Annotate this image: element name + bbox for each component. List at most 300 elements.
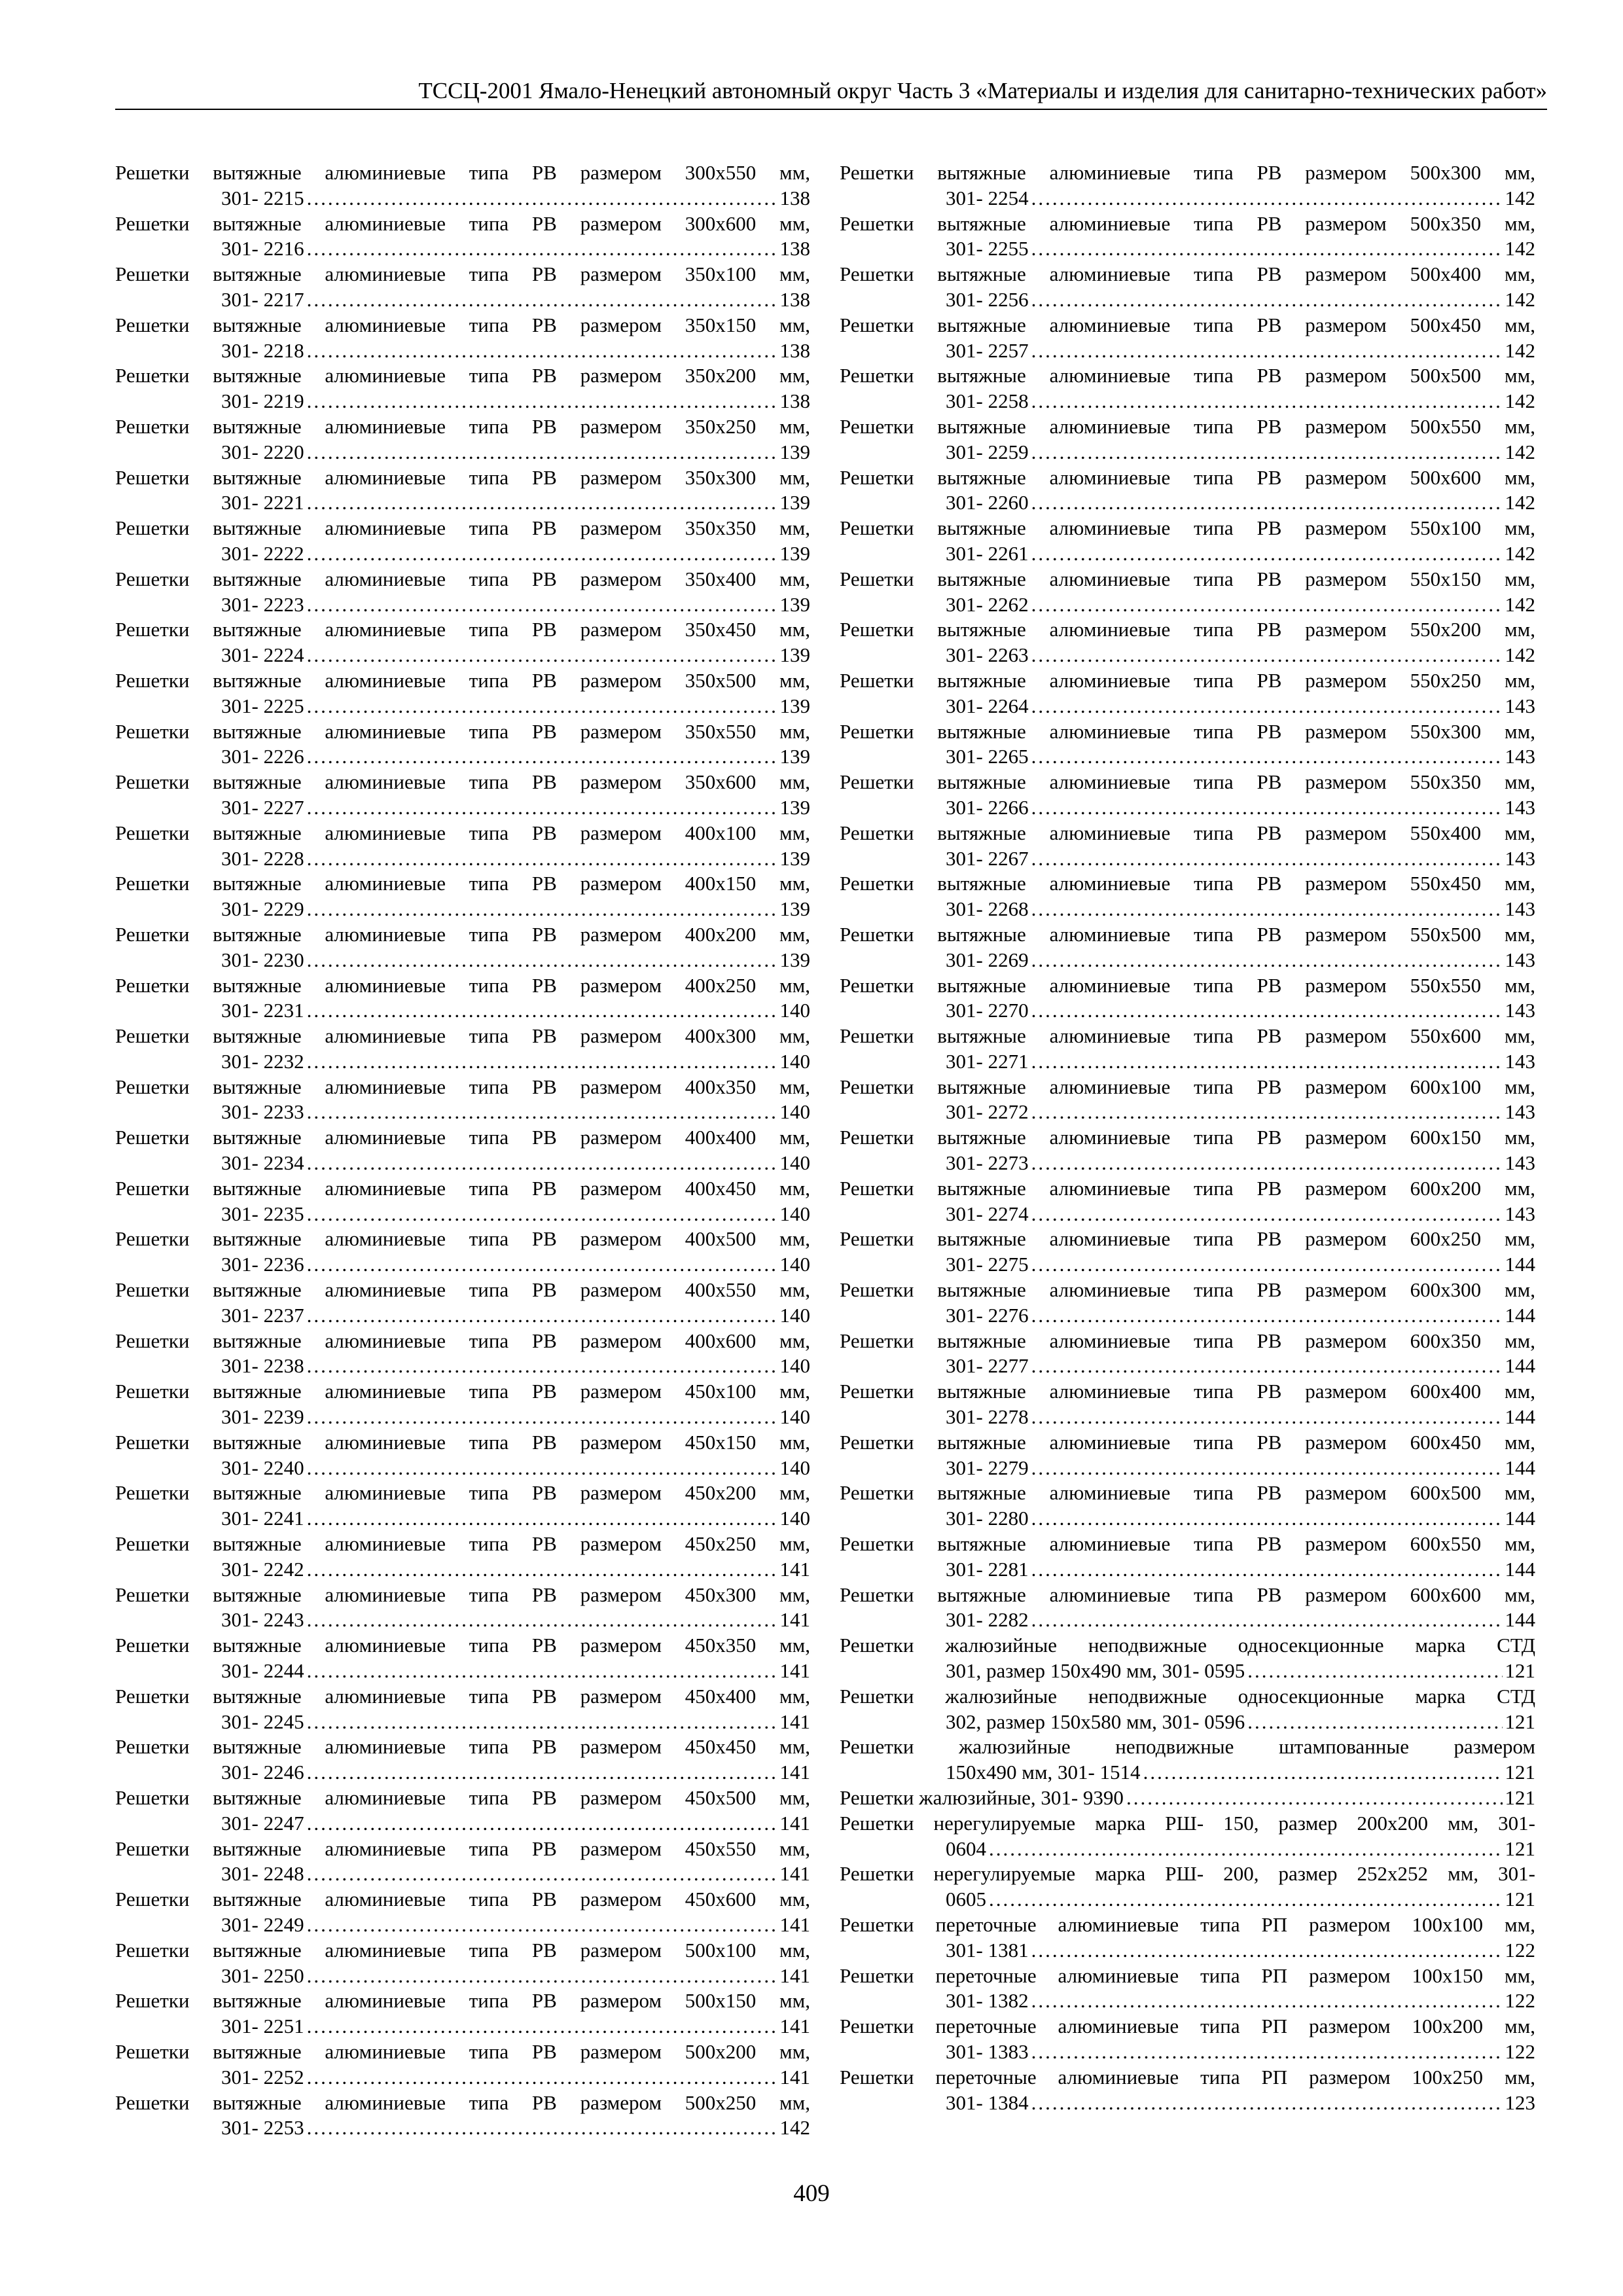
index-entry — [840, 1912, 1535, 1964]
index-entry — [115, 1176, 810, 1227]
entry-reference-line — [840, 1938, 1535, 1964]
index-entry — [840, 1734, 1535, 1785]
entry-title: Решетки вытяжные алюминиевые типа РВ размером 500x350 мм, — [840, 211, 1535, 235]
entry-code: 301- 2251 — [221, 2015, 304, 2038]
entry-title: Решетки вытяжные алюминиевые типа РВ размером 450x300 мм, — [115, 1583, 810, 1606]
entry-page-number: 138 — [779, 287, 810, 311]
entry-reference-line — [840, 1710, 1535, 1735]
entry-page-number: 143 — [1505, 897, 1535, 921]
entry-reference-line — [840, 186, 1535, 211]
index-column-left — [115, 160, 810, 2141]
entry-page-number: 142 — [1505, 592, 1535, 616]
index-entry — [840, 160, 1535, 211]
entry-page-number: 144 — [1505, 1405, 1535, 1429]
entry-title: Решетки вытяжные алюминиевые типа РВ размером 600x500 мм, — [840, 1481, 1535, 1505]
dot-leader — [1031, 2090, 1503, 2116]
entry-title: Решетки вытяжные алюминиевые типа РВ размером 500x200 мм, — [115, 2039, 810, 2063]
entry-code: 301- 2215 — [221, 186, 304, 209]
entry-code: 301, размер 150x490 мм, 301- 0595 — [946, 1659, 1245, 1683]
entry-title: Решетки вытяжные алюминиевые типа РВ размером 600x300 мм, — [840, 1278, 1535, 1302]
dot-leader — [1031, 186, 1503, 211]
entry-code: 301- 2279 — [946, 1456, 1029, 1479]
running-header: ТССЦ-2001 Ямало-Ненецкий автономный округ Часть 3 «Материалы и изделия для санитарно-технических работ» — [418, 78, 1547, 103]
index-entry — [115, 922, 810, 973]
entry-reference-line — [840, 1785, 1535, 1811]
entry-title: Решетки вытяжные алюминиевые типа РВ размером 300x550 мм, — [115, 161, 810, 184]
dot-leader — [1031, 541, 1503, 567]
entry-code: 301- 2264 — [946, 694, 1029, 717]
dot-leader — [307, 186, 777, 211]
dot-leader — [1031, 1303, 1503, 1329]
entry-page-number: 140 — [779, 1456, 810, 1479]
index-entry — [840, 567, 1535, 618]
index-entry — [840, 617, 1535, 668]
entry-code: 301- 2280 — [946, 1507, 1029, 1530]
index-entry — [840, 262, 1535, 313]
index-entry — [115, 363, 810, 414]
entry-title: Решетки вытяжные алюминиевые типа РВ размером 550x550 мм, — [840, 973, 1535, 997]
entry-page-number: 121 — [1505, 1761, 1535, 1784]
entry-page-number: 142 — [1505, 389, 1535, 413]
entry-page-number: 144 — [1505, 1557, 1535, 1581]
dot-leader — [307, 1710, 777, 1735]
dot-leader — [307, 998, 777, 1024]
entry-reference-line — [115, 1760, 810, 1785]
entry-code: 301- 2282 — [946, 1608, 1029, 1632]
index-entry — [840, 414, 1535, 465]
index-entry — [840, 1430, 1535, 1481]
entry-title: Решетки вытяжные алюминиевые типа РВ размером 550x400 мм, — [840, 821, 1535, 844]
dot-leader — [307, 1557, 777, 1583]
dot-leader — [307, 541, 777, 567]
entry-title: Решетки вытяжные алюминиевые типа РВ размером 300x600 мм, — [115, 211, 810, 235]
entry-reference-line — [115, 998, 810, 1024]
index-entry — [115, 313, 810, 364]
entry-code: 301- 2252 — [221, 2065, 304, 2089]
entry-page-number: 139 — [779, 694, 810, 717]
dot-leader — [307, 1964, 777, 1989]
entry-page-number: 142 — [1505, 287, 1535, 311]
entry-reference-line — [840, 1252, 1535, 1278]
entry-title: Решетки вытяжные алюминиевые типа РВ размером 350x300 мм, — [115, 465, 810, 489]
entry-reference-line — [115, 1861, 810, 1887]
index-entry — [840, 1964, 1535, 2015]
entry-title: Решетки жалюзийные неподвижные односекционные марка СТД — [840, 1634, 1535, 1657]
entry-page-number: 141 — [779, 1964, 810, 1987]
dot-leader — [307, 1607, 777, 1633]
dot-leader — [307, 1659, 777, 1684]
entry-code: 301- 1384 — [946, 2090, 1029, 2114]
entry-reference-line — [840, 1837, 1535, 1862]
entry-reference-line — [115, 1456, 810, 1481]
entry-reference-line — [115, 744, 810, 770]
dot-leader — [1031, 2039, 1503, 2065]
index-entry — [115, 211, 810, 262]
dot-leader — [1031, 948, 1503, 973]
entry-title: Решетки вытяжные алюминиевые типа РВ размером 350x600 мм, — [115, 770, 810, 794]
entry-code: 301- 2234 — [221, 1151, 304, 1175]
dot-leader — [1247, 1659, 1502, 1684]
entry-reference-line — [840, 592, 1535, 618]
entry-code: 301- 2237 — [221, 1303, 304, 1327]
index-entry — [115, 1480, 810, 1532]
entry-page-number: 141 — [779, 1608, 810, 1632]
entry-reference-line — [115, 1151, 810, 1176]
dot-leader — [1031, 1607, 1503, 1633]
entry-page-number: 139 — [779, 897, 810, 921]
entry-reference-line — [115, 1964, 810, 1989]
entry-reference-line — [115, 1252, 810, 1278]
entry-page-number: 141 — [779, 2015, 810, 2038]
entry-title: Решетки вытяжные алюминиевые типа РВ размером 350x250 мм, — [115, 414, 810, 438]
entry-title: Решетки вытяжные алюминиевые типа РВ размером 450x150 мм, — [115, 1430, 810, 1454]
entry-reference-line — [840, 643, 1535, 668]
entry-page-number: 139 — [779, 491, 810, 514]
entry-reference-line — [115, 490, 810, 516]
index-entry — [840, 719, 1535, 770]
dot-leader — [1031, 1405, 1503, 1430]
index-entry — [115, 1887, 810, 1938]
index-entry — [115, 2090, 810, 2142]
index-entry — [115, 973, 810, 1024]
entry-page-number: 143 — [1505, 1100, 1535, 1124]
entry-reference-line — [840, 541, 1535, 567]
entry-title: Решетки вытяжные алюминиевые типа РВ размером 400x450 мм, — [115, 1176, 810, 1200]
entry-code: 301- 2242 — [221, 1557, 304, 1581]
entry-page-number: 123 — [1505, 2090, 1535, 2114]
dot-leader — [1031, 744, 1503, 770]
dot-leader — [1031, 389, 1503, 414]
index-entry — [840, 1329, 1535, 1380]
entry-title: Решетки вытяжные алюминиевые типа РВ размером 400x150 мм, — [115, 872, 810, 895]
entry-page-number: 140 — [779, 1405, 810, 1429]
entry-reference-line — [115, 1607, 810, 1633]
entry-reference-line — [115, 948, 810, 973]
entry-reference-line — [115, 1557, 810, 1583]
index-entry — [840, 770, 1535, 821]
index-entry — [840, 1684, 1535, 1735]
index-entry — [115, 465, 810, 516]
entry-title: Решетки вытяжные алюминиевые типа РВ размером 550x450 мм, — [840, 872, 1535, 895]
index-entry — [840, 1811, 1535, 1862]
dot-leader — [307, 592, 777, 618]
entry-reference-line — [840, 998, 1535, 1024]
entry-reference-line — [840, 389, 1535, 414]
dot-leader — [1031, 846, 1503, 872]
index-entry — [115, 1379, 810, 1430]
entry-code: 301- 2217 — [221, 287, 304, 311]
entry-title: Решетки вытяжные алюминиевые типа РВ размером 450x550 мм, — [115, 1837, 810, 1860]
entry-page-number: 143 — [1505, 1049, 1535, 1073]
index-entry — [840, 1176, 1535, 1227]
entry-code: 301- 2281 — [946, 1557, 1029, 1581]
index-entry — [115, 516, 810, 567]
entry-code: 301- 2262 — [946, 592, 1029, 616]
entry-title: Решетки вытяжные алюминиевые типа РВ размером 600x400 мм, — [840, 1380, 1535, 1403]
entry-reference-line — [115, 846, 810, 872]
entry-reference-line — [115, 1303, 810, 1329]
page-number: 409 — [793, 2180, 830, 2207]
entry-code: 301- 2245 — [221, 1710, 304, 1733]
entry-page-number: 144 — [1505, 1303, 1535, 1327]
entry-title: Решетки вытяжные алюминиевые типа РВ размером 500x550 мм, — [840, 414, 1535, 438]
entry-code: 301- 2263 — [946, 643, 1029, 667]
entry-title: Решетки вытяжные алюминиевые типа РВ размером 350x550 мм, — [115, 719, 810, 743]
entry-title: Решетки вытяжные алюминиевые типа РВ размером 550x600 мм, — [840, 1024, 1535, 1048]
dot-leader — [307, 1049, 777, 1075]
index-entry — [840, 516, 1535, 567]
index-entry — [115, 414, 810, 465]
index-entry — [840, 1278, 1535, 1329]
entry-code: 0605 — [946, 1888, 986, 1911]
dot-leader — [307, 1202, 777, 1227]
index-entry — [115, 160, 810, 211]
entry-reference-line — [115, 287, 810, 313]
entry-reference-line — [840, 795, 1535, 821]
index-entry — [840, 1583, 1535, 1634]
entry-code: Решетки жалюзийные, 301- 9390 — [840, 1786, 1124, 1809]
entry-title: Решетки вытяжные алюминиевые типа РВ размером 450x350 мм, — [115, 1634, 810, 1657]
index-entry — [840, 211, 1535, 262]
entry-page-number: 140 — [779, 999, 810, 1022]
index-entry — [840, 871, 1535, 922]
entry-page-number: 139 — [779, 643, 810, 667]
dot-leader — [307, 846, 777, 872]
entry-page-number: 140 — [779, 1151, 810, 1175]
index-entry — [115, 567, 810, 618]
entry-title: Решетки вытяжные алюминиевые типа РВ размером 450x500 мм, — [115, 1786, 810, 1809]
dot-leader — [307, 1252, 777, 1278]
index-entry — [840, 363, 1535, 414]
dot-leader — [1031, 1100, 1503, 1125]
entry-title: Решетки вытяжные алюминиевые типа РВ размером 550x200 мм, — [840, 618, 1535, 641]
entry-code: 301- 2243 — [221, 1608, 304, 1632]
index-entry — [840, 2014, 1535, 2065]
entry-page-number: 140 — [779, 1049, 810, 1073]
entry-code: 150x490 мм, 301- 1514 — [946, 1761, 1141, 1784]
index-entry — [115, 719, 810, 770]
dot-leader — [307, 236, 777, 262]
entry-code: 301- 2275 — [946, 1253, 1029, 1276]
dot-leader — [307, 948, 777, 973]
index-entry — [115, 871, 810, 922]
entry-page-number: 141 — [779, 2065, 810, 2089]
entry-title: Решетки вытяжные алюминиевые типа РВ размером 550x250 мм, — [840, 668, 1535, 692]
entry-title: Решетки вытяжные алюминиевые типа РВ размером 600x200 мм, — [840, 1176, 1535, 1200]
entry-page-number: 139 — [779, 948, 810, 971]
index-entry — [115, 2039, 810, 2090]
dot-leader — [307, 643, 777, 668]
entry-page-number: 140 — [779, 1253, 810, 1276]
entry-title: Решетки вытяжные алюминиевые типа РВ размером 500x600 мм, — [840, 465, 1535, 489]
index-entry — [115, 1532, 810, 1583]
entry-reference-line — [115, 186, 810, 211]
dot-leader — [989, 1837, 1503, 1862]
dot-leader — [1126, 1785, 1503, 1811]
index-entry — [115, 1329, 810, 1380]
entry-reference-line — [115, 795, 810, 821]
entry-code: 301- 2269 — [946, 948, 1029, 971]
entry-code: 301- 1382 — [946, 1989, 1029, 2013]
entry-title: Решетки вытяжные алюминиевые типа РВ размером 600x600 мм, — [840, 1583, 1535, 1606]
entry-code: 301- 2241 — [221, 1507, 304, 1530]
entry-reference-line — [115, 1811, 810, 1837]
entry-page-number: 140 — [779, 1100, 810, 1124]
index-entry — [115, 1988, 810, 2039]
entry-page-number: 142 — [1505, 338, 1535, 362]
entry-code: 301- 2257 — [946, 338, 1029, 362]
entry-code: 301- 2254 — [946, 186, 1029, 209]
entry-page-number: 121 — [1505, 1837, 1535, 1860]
dot-leader — [1031, 592, 1503, 618]
dot-leader — [307, 440, 777, 465]
index-entry — [115, 1583, 810, 1634]
entry-title: Решетки вытяжные алюминиевые типа РВ размером 550x100 мм, — [840, 516, 1535, 540]
entry-title: Решетки вытяжные алюминиевые типа РВ размером 400x100 мм, — [115, 821, 810, 844]
entry-reference-line — [840, 1100, 1535, 1125]
dot-leader — [307, 1811, 777, 1837]
entry-code: 0604 — [946, 1837, 986, 1860]
entry-code: 301- 2227 — [221, 795, 304, 819]
index-entry — [840, 668, 1535, 719]
dot-leader — [307, 1151, 777, 1176]
entry-code: 301- 2278 — [946, 1405, 1029, 1429]
entry-page-number: 140 — [779, 1303, 810, 1327]
entry-page-number: 143 — [1505, 745, 1535, 768]
entry-code: 301- 2223 — [221, 592, 304, 616]
entry-reference-line — [840, 1202, 1535, 1227]
dot-leader — [989, 1887, 1503, 1912]
index-entry — [115, 617, 810, 668]
index-entry — [840, 1024, 1535, 1075]
entry-page-number: 141 — [779, 1912, 810, 1936]
index-entry — [840, 313, 1535, 364]
dot-leader — [1031, 1049, 1503, 1075]
entry-page-number: 140 — [779, 1354, 810, 1378]
entry-title: Решетки вытяжные алюминиевые типа РВ размером 400x200 мм, — [115, 922, 810, 946]
entry-title: Решетки жалюзийные неподвижные односекционные марка СТД — [840, 1684, 1535, 1708]
entry-page-number: 139 — [779, 592, 810, 616]
entry-code: 301- 2228 — [221, 846, 304, 870]
dot-leader — [1247, 1710, 1502, 1735]
entry-reference-line — [840, 744, 1535, 770]
entry-code: 301- 2218 — [221, 338, 304, 362]
entry-code: 301- 2216 — [221, 237, 304, 260]
entry-title: Решетки вытяжные алюминиевые типа РВ размером 450x450 мм, — [115, 1735, 810, 1759]
entry-reference-line — [115, 2115, 810, 2141]
entry-page-number: 142 — [1505, 237, 1535, 260]
entry-code: 301- 2233 — [221, 1100, 304, 1124]
entry-page-number: 142 — [1505, 541, 1535, 565]
entry-code: 301- 2268 — [946, 897, 1029, 921]
index-column-right — [840, 160, 1535, 2115]
index-entry — [115, 668, 810, 719]
entry-title: Решетки вытяжные алюминиевые типа РВ размером 500x250 мм, — [115, 2090, 810, 2114]
entry-page-number: 142 — [1505, 643, 1535, 667]
index-entry — [840, 1532, 1535, 1583]
dot-leader — [307, 338, 777, 364]
entry-code: 301- 2222 — [221, 541, 304, 565]
entry-page-number: 144 — [1505, 1507, 1535, 1530]
dot-leader — [1031, 490, 1503, 516]
entry-reference-line — [115, 694, 810, 719]
entry-page-number: 139 — [779, 745, 810, 768]
dot-leader — [307, 1912, 777, 1938]
entry-reference-line — [840, 490, 1535, 516]
entry-reference-line — [840, 236, 1535, 262]
dot-leader — [1031, 1151, 1503, 1176]
entry-code: 301- 2255 — [946, 237, 1029, 260]
entry-reference-line — [840, 440, 1535, 465]
entry-code: 301- 2260 — [946, 491, 1029, 514]
entry-reference-line — [115, 897, 810, 922]
entry-reference-line — [840, 287, 1535, 313]
index-entry — [115, 1837, 810, 1888]
entry-title: Решетки вытяжные алюминиевые типа РВ размером 400x400 мм, — [115, 1126, 810, 1149]
entry-code: 301- 2225 — [221, 694, 304, 717]
entry-reference-line — [840, 948, 1535, 973]
entry-page-number: 143 — [1505, 694, 1535, 717]
entry-code: 301- 1383 — [946, 2039, 1029, 2063]
entry-code: 301- 2235 — [221, 1202, 304, 1225]
entry-code: 301- 2249 — [221, 1912, 304, 1936]
entry-page-number: 139 — [779, 440, 810, 463]
entry-reference-line — [840, 846, 1535, 872]
index-entry — [115, 1785, 810, 1837]
entry-title: Решетки переточные алюминиевые типа РП размером 100x200 мм, — [840, 2015, 1535, 2038]
dot-leader — [1031, 1938, 1503, 1964]
entry-page-number: 140 — [779, 1507, 810, 1530]
entry-page-number: 142 — [1505, 440, 1535, 463]
dot-leader — [1031, 1252, 1503, 1278]
entry-code: 301- 2274 — [946, 1202, 1029, 1225]
entry-title: Решетки вытяжные алюминиевые типа РВ размером 400x350 мм, — [115, 1075, 810, 1098]
entry-page-number: 139 — [779, 795, 810, 819]
entry-page-number: 143 — [1505, 999, 1535, 1022]
entry-title: Решетки вытяжные алюминиевые типа РВ размером 450x600 мм, — [115, 1888, 810, 1911]
entry-code: 301- 2250 — [221, 1964, 304, 1987]
entry-page-number: 139 — [779, 541, 810, 565]
entry-title: Решетки вытяжные алюминиевые типа РВ размером 350x400 мм, — [115, 567, 810, 590]
entry-page-number: 144 — [1505, 1456, 1535, 1479]
entry-title: Решетки вытяжные алюминиевые типа РВ размером 600x250 мм, — [840, 1227, 1535, 1251]
index-entry — [840, 1480, 1535, 1532]
entry-title: Решетки вытяжные алюминиевые типа РВ размером 350x200 мм, — [115, 364, 810, 387]
index-entry — [115, 770, 810, 821]
entry-page-number: 121 — [1505, 1659, 1535, 1683]
dot-leader — [307, 1405, 777, 1430]
index-entry — [115, 1734, 810, 1785]
index-entry — [840, 465, 1535, 516]
index-entry — [840, 1861, 1535, 1912]
entry-reference-line — [115, 1049, 810, 1075]
entry-title: Решетки вытяжные алюминиевые типа РВ размером 350x350 мм, — [115, 516, 810, 540]
entry-code: 301- 2246 — [221, 1761, 304, 1784]
entry-code: 301- 2266 — [946, 795, 1029, 819]
entry-code: 301- 2239 — [221, 1405, 304, 1429]
entry-reference-line — [115, 440, 810, 465]
entry-reference-line — [840, 1887, 1535, 1912]
entry-title: Решетки вытяжные алюминиевые типа РВ размером 400x550 мм, — [115, 1278, 810, 1302]
entry-title: Решетки переточные алюминиевые типа РП размером 100x150 мм, — [840, 1964, 1535, 1987]
dot-leader — [307, 490, 777, 516]
index-entry — [840, 1227, 1535, 1278]
entry-title: Решетки переточные алюминиевые типа РП размером 100x250 мм, — [840, 2065, 1535, 2089]
entry-page-number: 141 — [779, 1557, 810, 1581]
entry-title: Решетки жалюзийные неподвижные штампованные размером — [840, 1735, 1535, 1759]
entry-reference-line — [840, 1405, 1535, 1430]
index-entry — [840, 1075, 1535, 1126]
